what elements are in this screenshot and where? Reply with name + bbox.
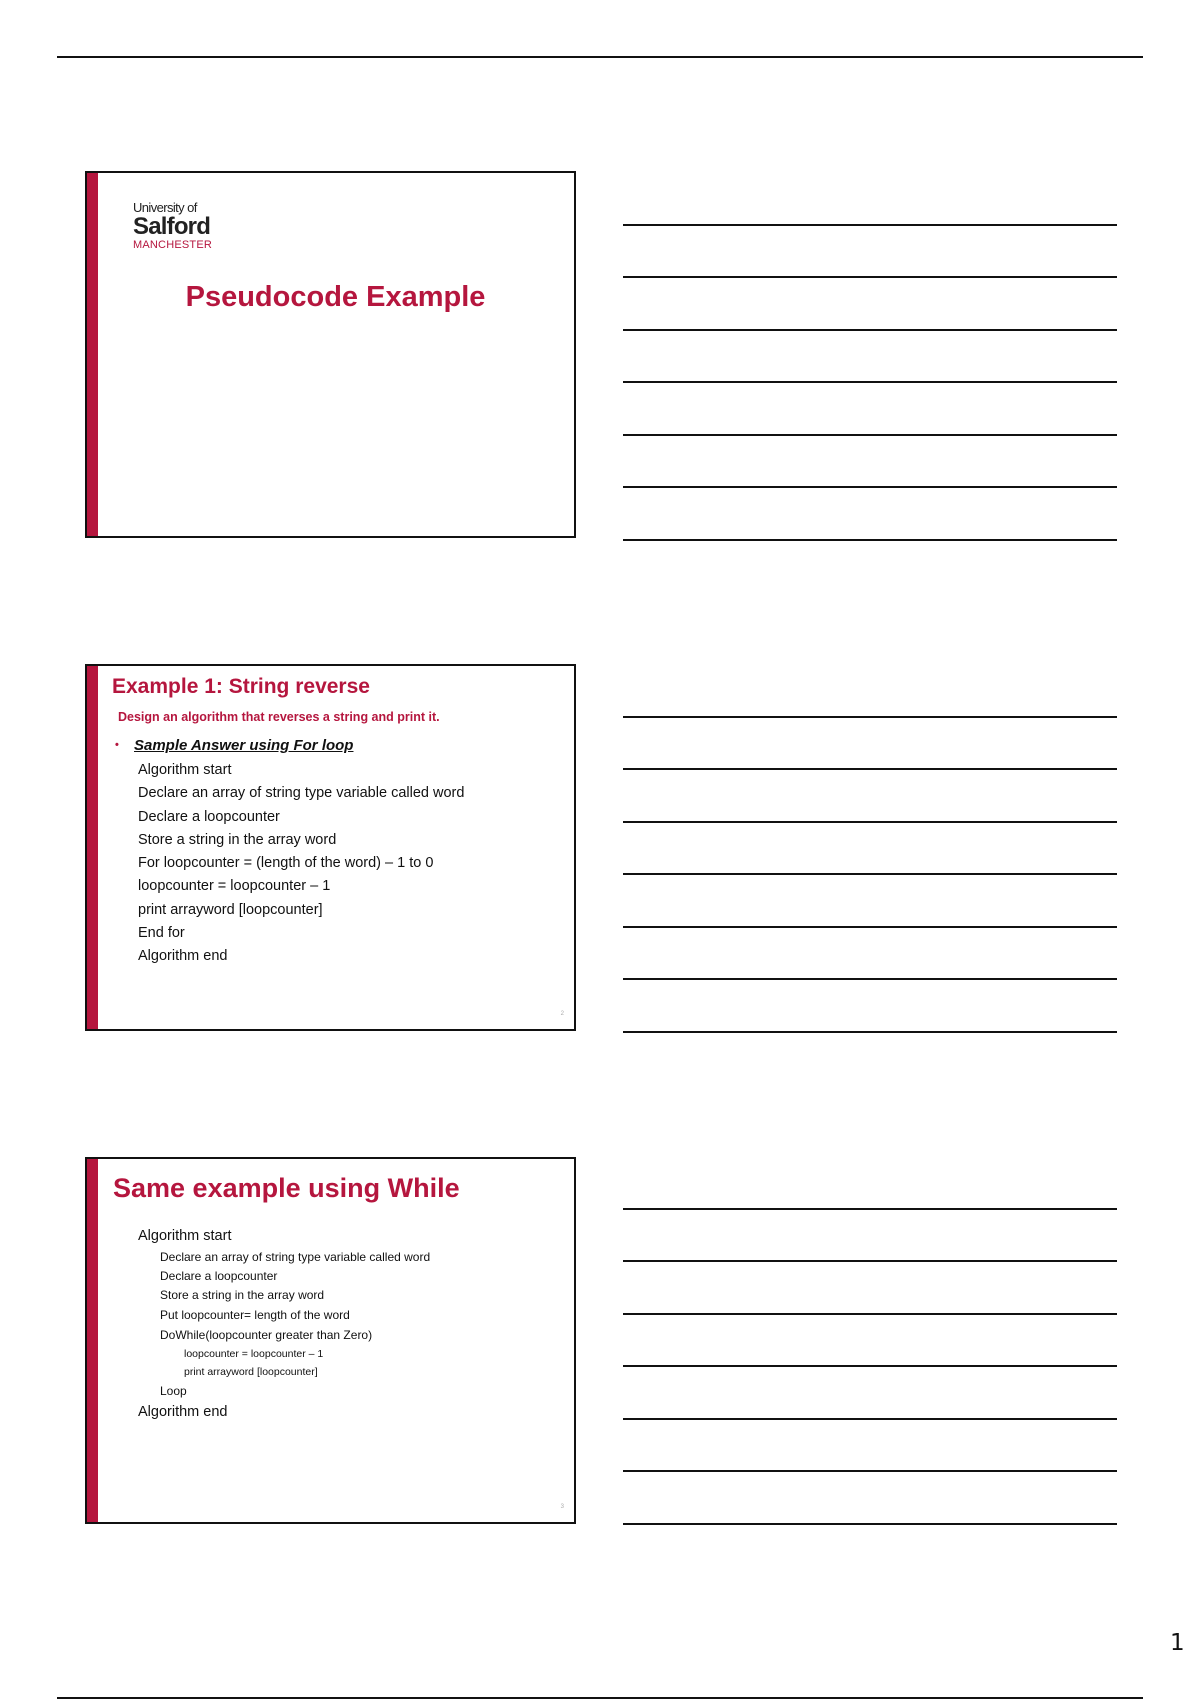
code-line: DoWhile(loopcounter greater than Zero) bbox=[160, 1328, 373, 1342]
code-line: End for bbox=[138, 925, 185, 942]
university-logo bbox=[133, 201, 212, 252]
code-line: Declare a loopcounter bbox=[138, 808, 280, 825]
code-line: Algorithm end bbox=[138, 1404, 228, 1420]
code-line: Algorithm start bbox=[138, 1228, 232, 1244]
code-line: Algorithm start bbox=[138, 762, 232, 778]
note-line bbox=[623, 276, 1117, 278]
slide-title: Example 1: String reverse bbox=[112, 675, 370, 698]
slide-title: Pseudocode Example bbox=[185, 281, 486, 313]
slide-3 bbox=[85, 1157, 576, 1524]
slide-page-number: 3 bbox=[560, 1504, 564, 1510]
code-line: Put loopcounter= length of the word bbox=[160, 1308, 350, 1322]
note-line bbox=[623, 434, 1117, 436]
bullet-heading bbox=[115, 737, 353, 754]
pseudocode-block bbox=[138, 759, 464, 969]
page-number: 1 bbox=[1170, 1630, 1185, 1656]
note-line bbox=[623, 1031, 1117, 1033]
logo-line-manchester: MANCHESTER bbox=[133, 239, 213, 251]
note-line bbox=[623, 873, 1117, 875]
top-rule bbox=[57, 56, 1143, 58]
note-line bbox=[623, 768, 1117, 770]
bullet-heading-text: Sample Answer using For loop bbox=[134, 737, 354, 754]
logo-line-university: University of bbox=[133, 200, 197, 215]
code-line: loopcounter = loopcounter – 1 bbox=[138, 878, 331, 895]
code-line: For loopcounter = (length of the word) – 1 to 0 bbox=[138, 855, 434, 872]
note-line bbox=[623, 381, 1117, 383]
slide-subtitle: Design an algorithm that reverses a string and print it. bbox=[118, 710, 440, 724]
note-line bbox=[623, 539, 1117, 541]
note-line bbox=[623, 486, 1117, 488]
code-line: Loop bbox=[160, 1384, 187, 1398]
note-line bbox=[623, 978, 1117, 980]
slide-2 bbox=[85, 664, 576, 1031]
note-line bbox=[623, 716, 1117, 718]
slide-1 bbox=[85, 171, 576, 538]
note-line bbox=[623, 1260, 1117, 1262]
slide-accent-bar bbox=[87, 1159, 98, 1522]
slide-accent-bar bbox=[87, 666, 98, 1029]
slide-page-number: 2 bbox=[560, 1011, 564, 1017]
logo-line-salford: Salford bbox=[133, 213, 211, 240]
note-line bbox=[623, 926, 1117, 928]
code-line: Store a string in the array word bbox=[138, 831, 337, 848]
code-line: Store a string in the array word bbox=[160, 1288, 325, 1302]
slide-accent-bar bbox=[87, 173, 98, 536]
code-line: Declare a loopcounter bbox=[160, 1269, 278, 1283]
slide-title: Same example using While bbox=[113, 1173, 460, 1203]
note-line bbox=[623, 1523, 1117, 1525]
note-line bbox=[623, 1418, 1117, 1420]
note-line bbox=[623, 1470, 1117, 1472]
note-line bbox=[623, 329, 1117, 331]
note-line bbox=[623, 1365, 1117, 1367]
code-line: loopcounter = loopcounter – 1 bbox=[184, 1348, 324, 1360]
note-line bbox=[623, 1313, 1117, 1315]
note-line bbox=[623, 1208, 1117, 1210]
note-line bbox=[623, 821, 1117, 823]
code-line: print arrayword [loopcounter] bbox=[184, 1366, 318, 1378]
bottom-rule bbox=[57, 1697, 1143, 1699]
bullet-dot-icon: • bbox=[115, 739, 119, 751]
note-line bbox=[623, 224, 1117, 226]
code-line: Algorithm end bbox=[138, 948, 228, 965]
code-line: Declare an array of string type variable called word bbox=[160, 1250, 431, 1264]
code-line: print arrayword [loopcounter] bbox=[138, 901, 323, 918]
code-line: Declare an array of string type variable called word bbox=[138, 785, 465, 802]
